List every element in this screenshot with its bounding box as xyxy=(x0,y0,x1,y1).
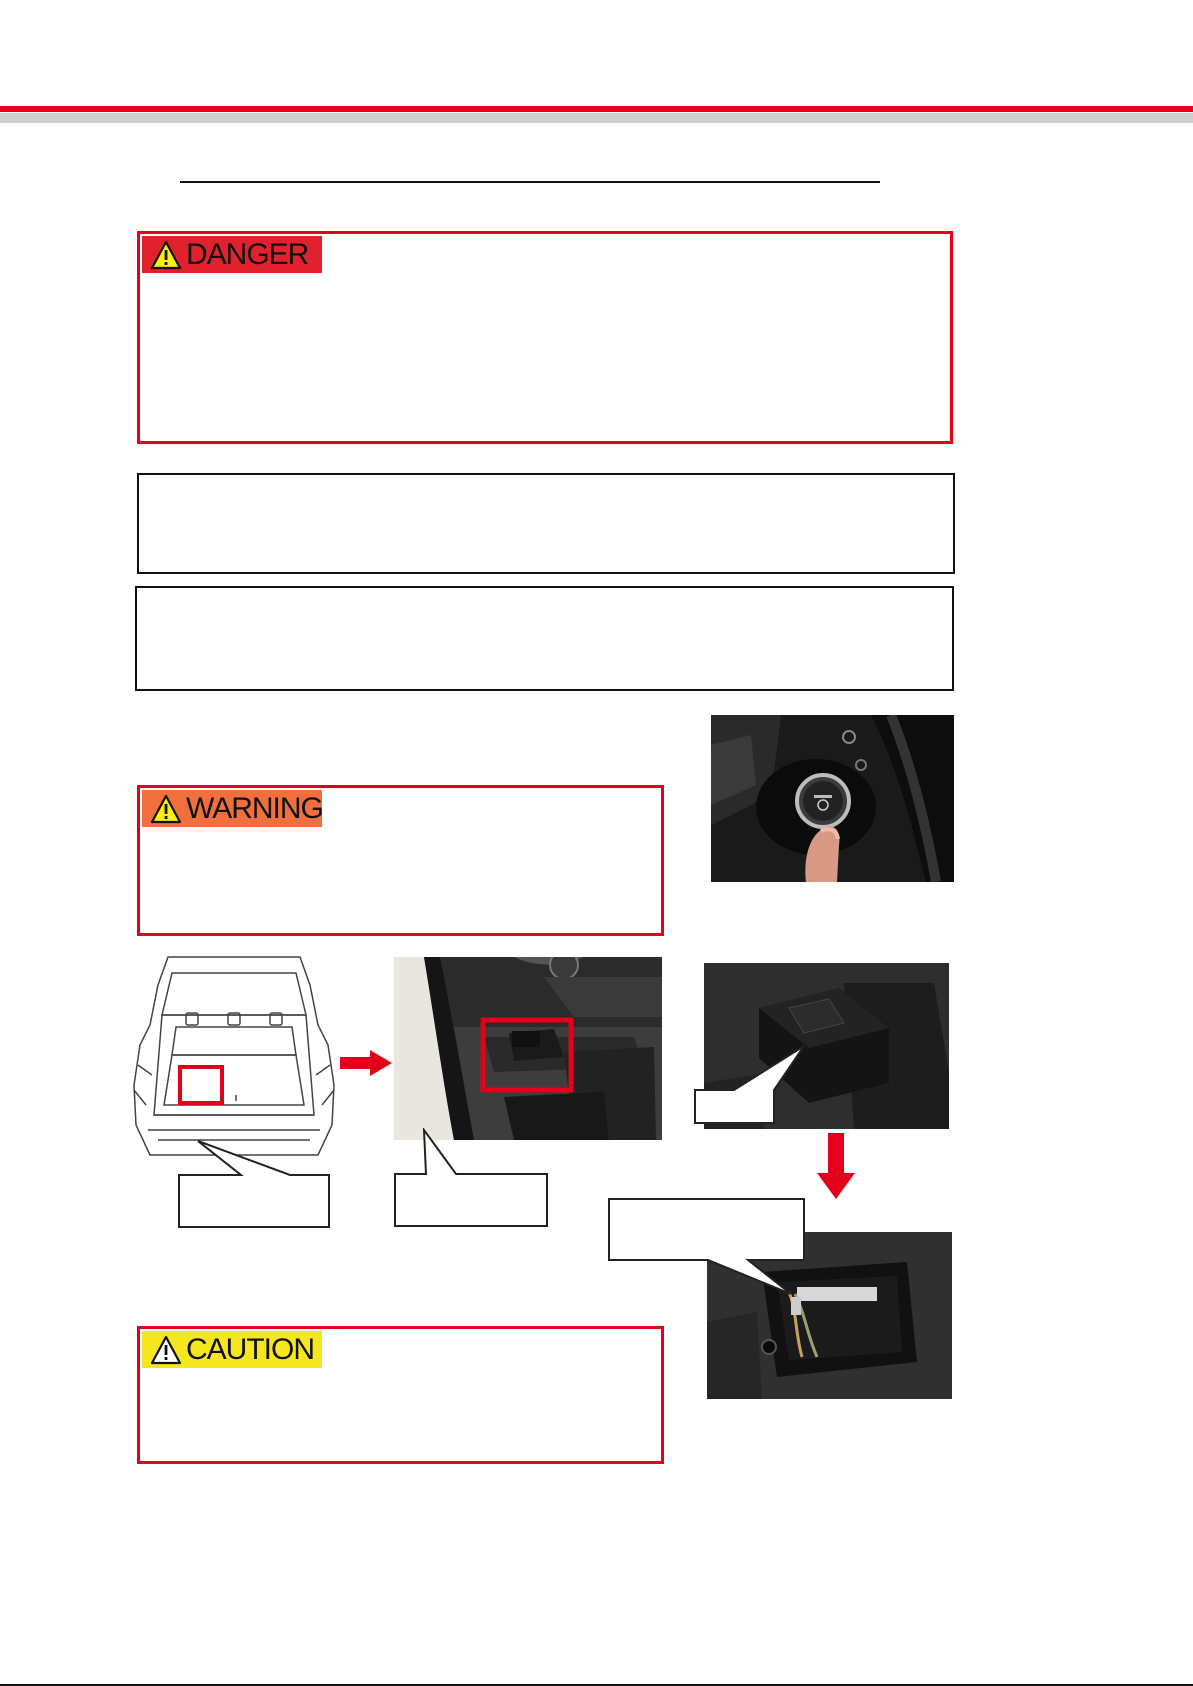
caution-box xyxy=(137,1326,664,1464)
power-button-photo xyxy=(711,715,954,882)
danger-label xyxy=(142,236,322,273)
arrow-right-icon xyxy=(340,1050,392,1076)
callout-cargo xyxy=(394,1128,550,1228)
warning-label xyxy=(142,790,322,827)
callout-cover xyxy=(694,1040,814,1125)
warning-label-text: WARNING xyxy=(186,791,323,825)
danger-label-text: DANGER xyxy=(186,237,309,271)
callout-car xyxy=(178,1138,334,1230)
danger-box xyxy=(137,231,953,444)
cargo-floor-photo xyxy=(394,957,662,1140)
warning-triangle-icon xyxy=(150,1335,182,1365)
title-underline xyxy=(180,181,880,183)
note-box-2 xyxy=(135,586,954,691)
caution-label xyxy=(142,1331,322,1368)
warning-triangle-icon xyxy=(150,240,182,270)
arrow-down-icon xyxy=(817,1133,855,1199)
callout-plug xyxy=(608,1198,808,1298)
header-gray-bar xyxy=(0,113,1193,123)
warning-box xyxy=(137,785,664,936)
warning-triangle-icon xyxy=(150,794,182,824)
caution-label-text: CAUTION xyxy=(186,1332,314,1366)
header-red-bar xyxy=(0,106,1193,112)
note-box-1 xyxy=(137,473,955,574)
car-rear-illustration xyxy=(128,955,340,1165)
